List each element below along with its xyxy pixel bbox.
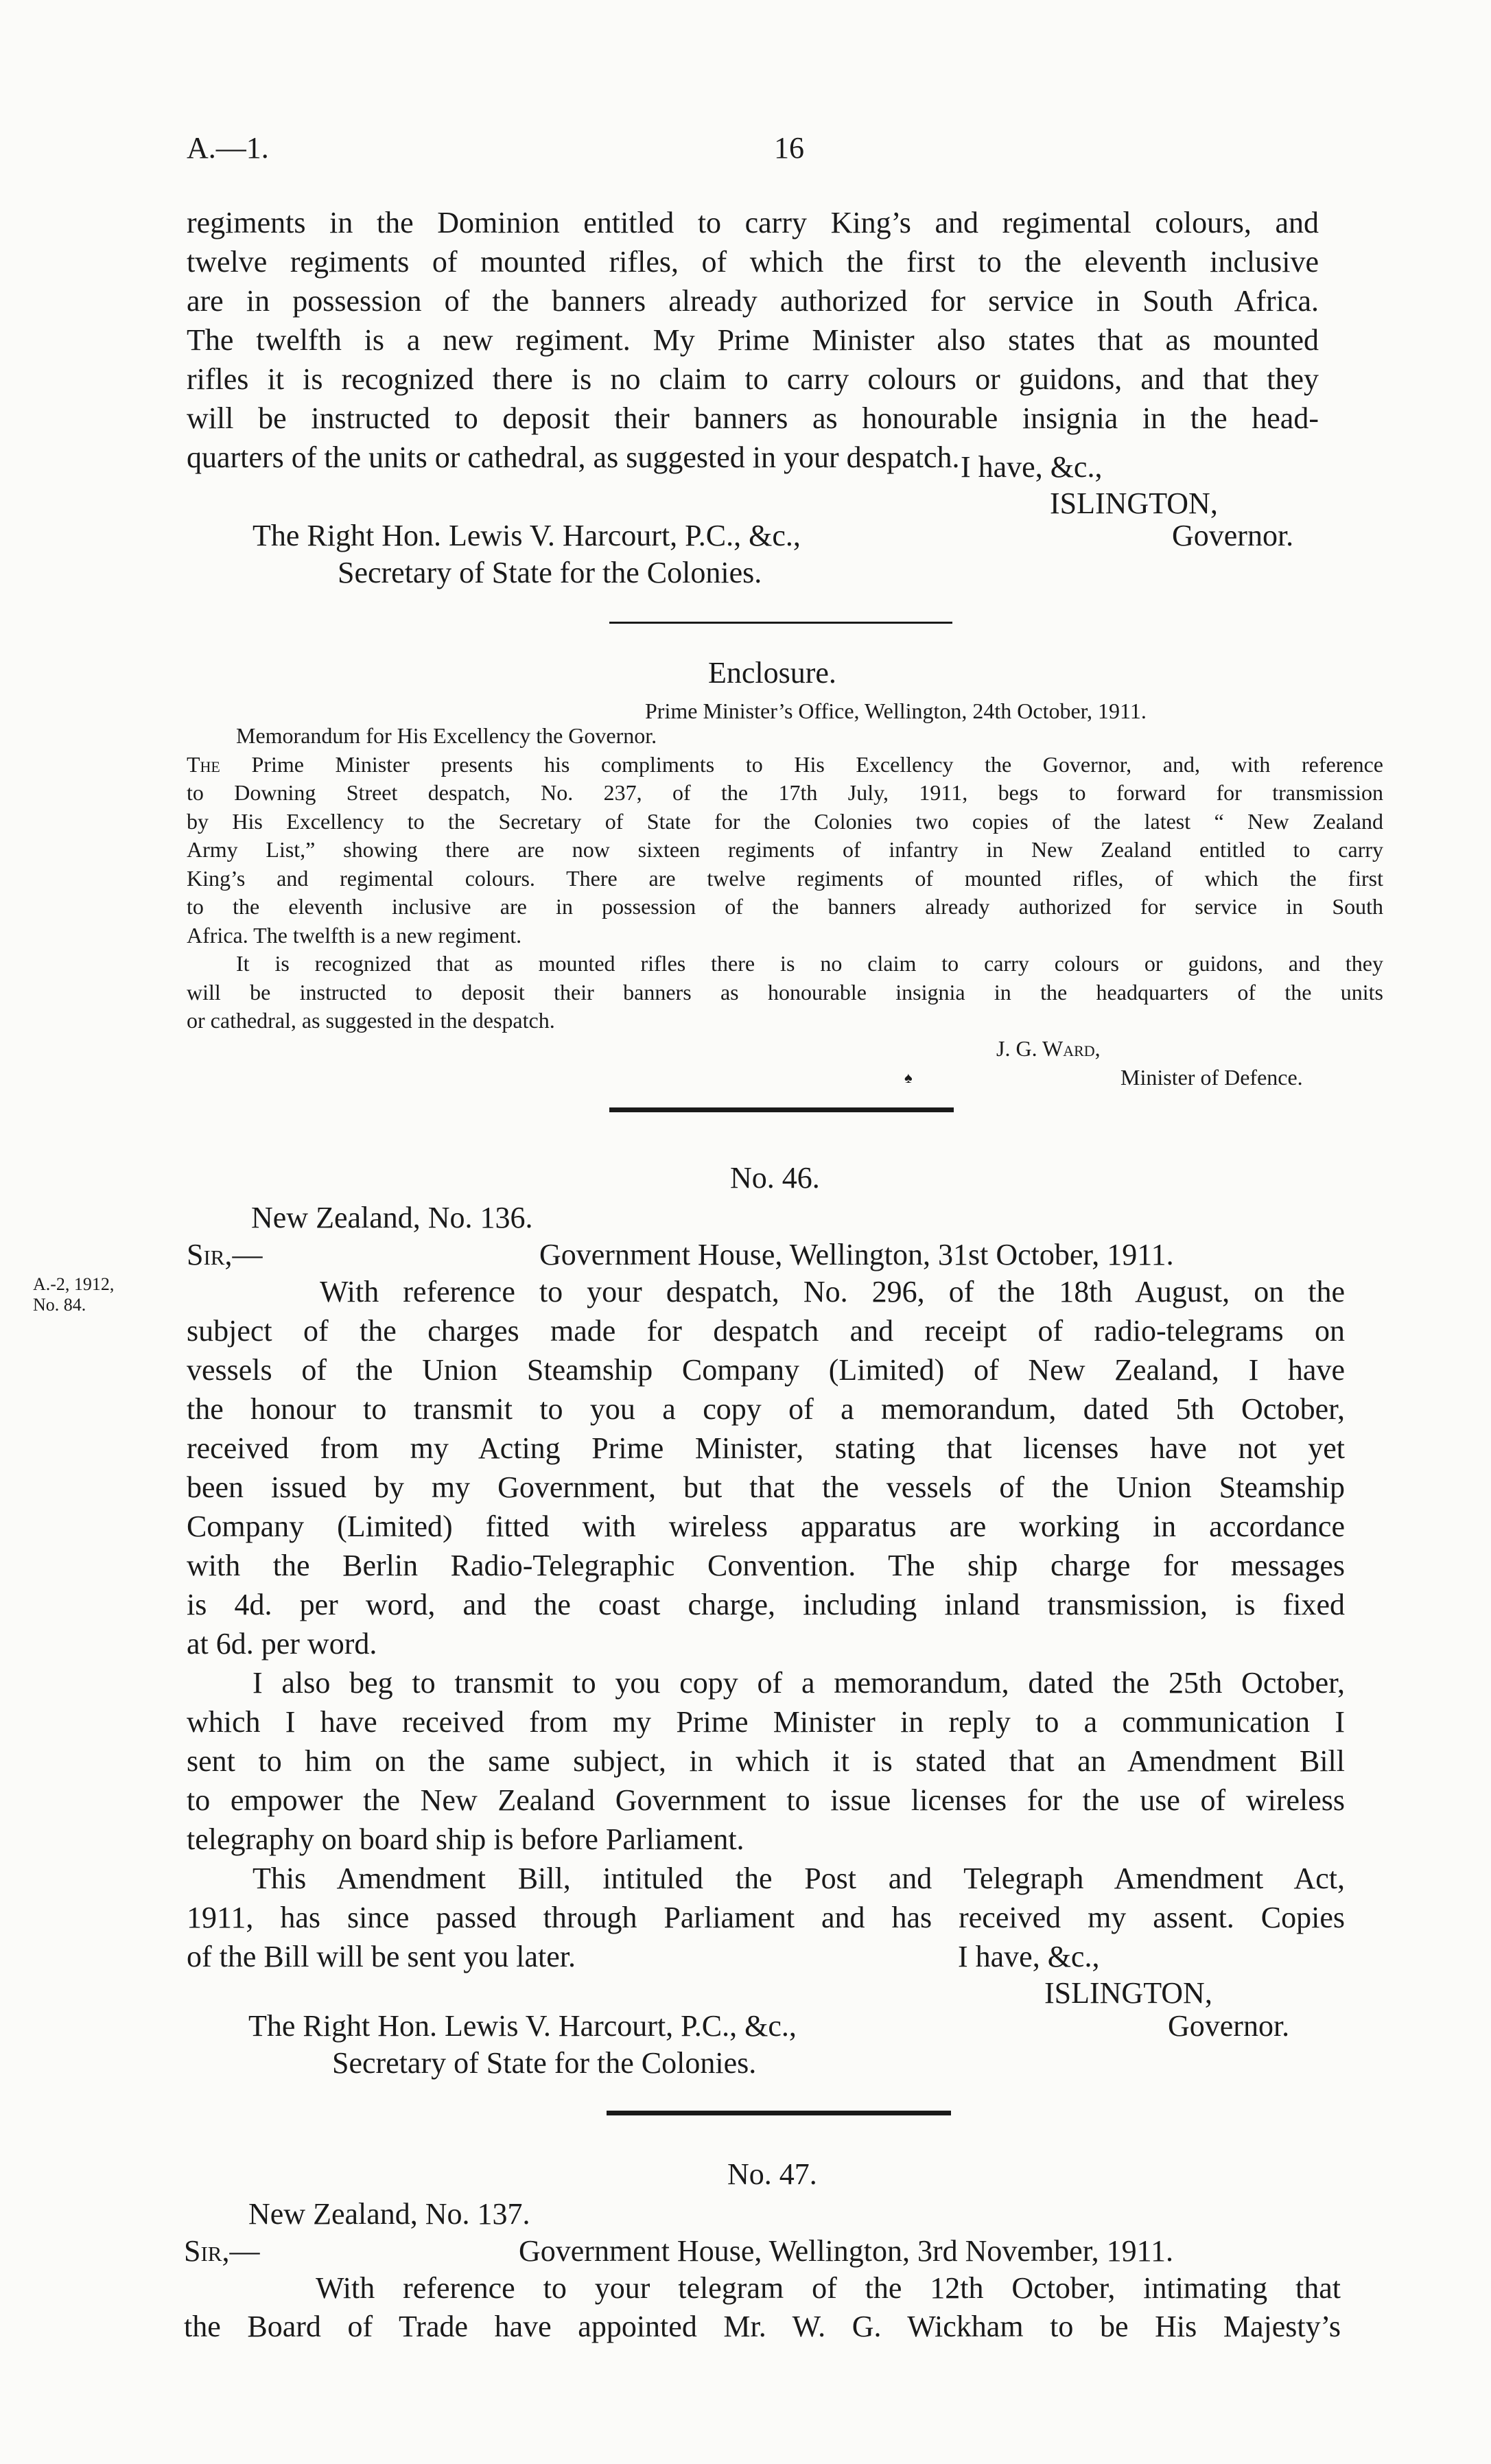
place-date: Government House, Wellington, 3rd November, 1911. [519,2234,1173,2268]
first-word: The [187,752,220,777]
despatch-number: No. 46. [730,1161,820,1195]
signer: ISLINGTON, [1050,486,1218,520]
closing: I have, &c., [961,450,1103,484]
closing: I have, &c., [958,1940,1100,1973]
salutation: Sir,— [187,1238,263,1271]
text-line: It is recognized that as mounted rifles there is no claim to carry colours or guidons, and they [236,951,1383,976]
text-line: to empower the New Zealand Government to issue licenses for the use of wireless [187,1783,1345,1817]
addressee-title: Secretary of State for the Colonies. [338,556,762,589]
text-line: This Amendment Bill, intituled the Post and Telegraph Amendment Act, [253,1862,1345,1895]
divider-rule [609,622,952,624]
salutation: Sir,— [184,2234,260,2268]
text-line: vessels of the Union Steamship Company (Limited) of New Zealand, I have [187,1353,1345,1387]
text-line: regiments in the Dominion entitled to carry King’s and regimental colours, and [187,206,1319,239]
text-line: Company (Limited) fitted with wireless apparatus are working in accordance [187,1510,1345,1543]
despatch-ref: New Zealand, No. 136. [251,1201,533,1234]
place-date: Government House, Wellington, 31st October, 1911. [539,1238,1174,1271]
divider-rule-heavy [609,1107,954,1112]
text-line: the honour to transmit to you a copy of a memorandum, dated 5th October, [187,1392,1345,1426]
text-line: With reference to your despatch, No. 296, of the 18th August, on the [320,1275,1345,1309]
text-line: Army List,” showing there are now sixteen regiments of infantry in New Zealand entitled to carry [187,837,1383,862]
text-line: King’s and regimental colours. There are twelve regiments of mounted rifles, of which the first [187,866,1383,891]
text-line: at 6d. per word. [187,1627,377,1661]
text-line [187,751,1383,779]
text-line: rifles it is recognized there is no claim to carry colours or guidons, and that they [187,362,1319,396]
text-line: The twelfth is a new regiment. My Prime Minister also states that as mounted [187,323,1319,357]
text-line: by His Excellency to the Secretary of State for the Colonies two copies of the latest “ New Zealand [187,809,1383,834]
text-line: is 4d. per word, and the coast charge, including inland transmission, is fixed [187,1588,1345,1621]
text-line: I also beg to transmit to you copy of a memorandum, dated the 25th October, [253,1666,1345,1700]
enclosure-signer-title: Minister of Defence. [1120,1065,1303,1090]
signer-title: Governor. [1172,519,1294,552]
text-line: 1911, has since passed through Parliament and has received my assent. Copies [187,1901,1345,1934]
text-line: been issued by my Government, but that the vessels of the Union Steamship [187,1470,1345,1504]
enclosure-signer: J. G. Ward, [996,1036,1101,1061]
text-line: with the Berlin Radio-Telegraphic Convention. The ship charge for messages [187,1549,1345,1582]
text-line: Africa. The twelfth is a new regiment. [187,923,522,948]
signer: ISLINGTON, [1044,1976,1212,2010]
text-line: quarters of the units or cathedral, as suggested in your despatch. [187,441,960,474]
enclosure-office-date: Prime Minister’s Office, Wellington, 24th October, 1911. [645,699,1147,723]
text-line: to the eleventh inclusive are in possession of the banners already authorized for service in South [187,894,1383,919]
text-line: received from my Acting Prime Minister, stating that licenses have not yet [187,1431,1345,1465]
memo-title: Memorandum for His Excellency the Governor. [236,723,657,748]
text-line: subject of the charges made for despatch and receipt of radio-telegrams on [187,1314,1345,1348]
despatch-number: No. 47. [727,2157,817,2191]
text-line: twelve regiments of mounted rifles, of which the first to the eleventh inclusive [187,245,1319,279]
margin-reference: A.-2, 1912, [33,1274,115,1294]
page-number: 16 [774,131,804,165]
text-line: of the Bill will be sent you later. [187,1940,576,1973]
text-line: to Downing Street despatch, No. 237, of the 17th July, 1911, begs to forward for transmission [187,780,1383,805]
text-line: will be instructed to deposit their banners as honourable insignia in the headquarters of the units [187,980,1383,1005]
ink-mark: ♠ [904,1069,913,1086]
addressee-title: Secretary of State for the Colonies. [332,2046,757,2080]
addressee: The Right Hon. Lewis V. Harcourt, P.C., &c., [248,2009,797,2043]
text-span: Prime Minister presents his compliments to His Excellency the Governor, and, with reference [251,752,1384,777]
text-line: or cathedral, as suggested in the despatch. [187,1008,555,1033]
text-line: will be instructed to deposit their banners as honourable insignia in the head- [187,401,1319,435]
enclosure-title: Enclosure. [708,656,836,690]
divider-rule-heavy [607,2111,951,2115]
addressee: The Right Hon. Lewis V. Harcourt, P.C., &c., [253,519,801,552]
text-line: are in possession of the banners already authorized for service in South Africa. [187,284,1319,318]
signer-title: Governor. [1168,2009,1290,2043]
text-line: which I have received from my Prime Minister in reply to a communication I [187,1705,1345,1739]
page-series: A.—1. [187,131,269,165]
margin-reference: No. 84. [33,1295,86,1315]
despatch-ref: New Zealand, No. 137. [248,2197,530,2231]
text-line: telegraphy on board ship is before Parliament. [187,1822,744,1856]
text-line: sent to him on the same subject, in which it is stated that an Amendment Bill [187,1744,1345,1778]
text-line: the Board of Trade have appointed Mr. W. G. Wickham to be His Majesty’s [184,2310,1341,2343]
text-line: With reference to your telegram of the 12th October, intimating that [316,2271,1341,2305]
